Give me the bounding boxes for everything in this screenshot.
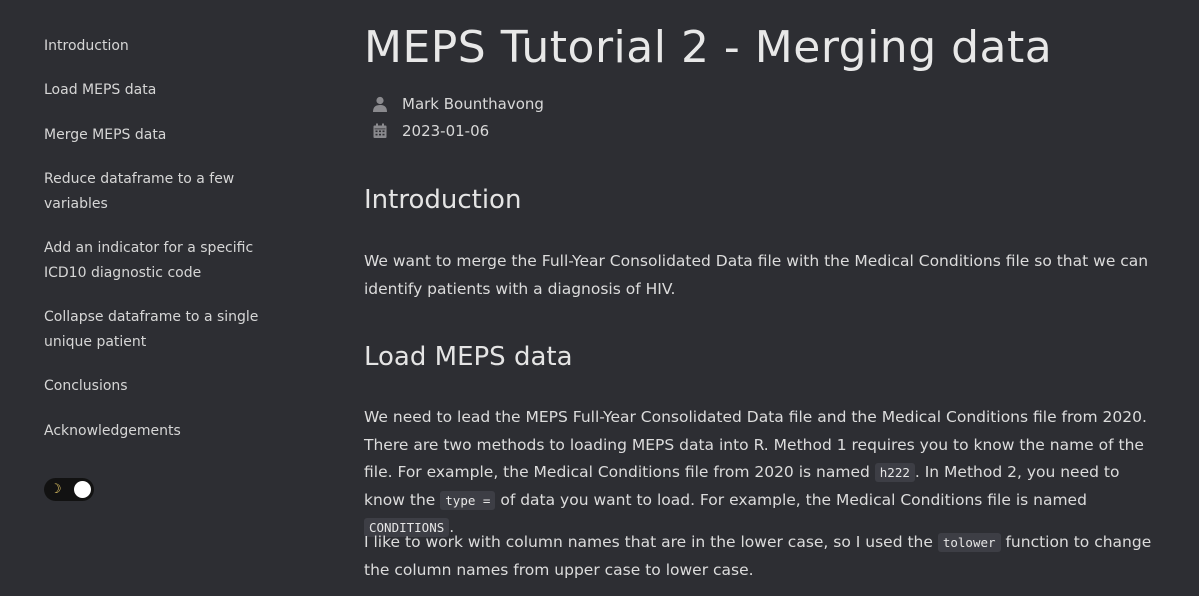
section-heading-load-meps-data: Load MEPS data bbox=[364, 342, 573, 372]
user-icon bbox=[372, 96, 388, 112]
load-p1-text-b: . In Method 2, you need to know the bbox=[364, 463, 1120, 509]
toc-item-conclusions[interactable]: Conclusions bbox=[44, 378, 128, 394]
section-heading-introduction: Introduction bbox=[364, 185, 522, 215]
code-h222: h222 bbox=[875, 463, 915, 482]
load-paragraph-1 bbox=[364, 404, 1164, 542]
code-conditions: CONDITIONS bbox=[364, 518, 449, 537]
calendar-icon bbox=[372, 123, 388, 139]
publish-date: 2023-01-06 bbox=[402, 122, 490, 140]
moon-icon: ☽ bbox=[50, 482, 62, 497]
author-name: Mark Bounthavong bbox=[402, 95, 544, 113]
load-p1-text-d: . bbox=[449, 518, 455, 536]
toc-item-add-indicator[interactable]: Add an indicator for a specific ICD10 diagnostic code bbox=[44, 240, 254, 281]
toc-item-reduce-dataframe[interactable]: Reduce dataframe to a few variables bbox=[44, 171, 235, 212]
page-title: MEPS Tutorial 2 - Merging data bbox=[364, 22, 1053, 73]
toc-item-load-meps-data[interactable]: Load MEPS data bbox=[44, 82, 157, 98]
dark-mode-toggle[interactable] bbox=[44, 478, 94, 501]
code-type: type = bbox=[440, 491, 495, 510]
load-p1-text-a: We need to lead the MEPS Full-Year Consolidated Data file and the Medical Conditions file from 2020. There are two methods to loading MEPS data into R. Method 1 requires you to know the name of the file. For example, the Medical Conditions file from 2020 is named bbox=[364, 408, 1147, 481]
toc-item-collapse-dataframe[interactable]: Collapse dataframe to a single unique patient bbox=[44, 309, 259, 350]
toc-item-introduction[interactable]: Introduction bbox=[44, 38, 129, 54]
code-tolower: tolower bbox=[938, 533, 1001, 552]
toc-item-merge-meps-data[interactable]: Merge MEPS data bbox=[44, 127, 167, 143]
load-paragraph-2 bbox=[364, 529, 1164, 584]
toggle-knob bbox=[74, 481, 91, 498]
intro-paragraph: We want to merge the Full-Year Consolidated Data file with the Medical Conditions file so that we can identify patients with a diagnosis of HIV. bbox=[364, 252, 1149, 298]
toc-item-acknowledgements[interactable]: Acknowledgements bbox=[44, 423, 181, 439]
load-p2-text-a: I like to work with column names that are in the lower case, so I used the bbox=[364, 533, 938, 551]
load-p1-text-c: of data you want to load. For example, the Medical Conditions file is named bbox=[495, 490, 1087, 509]
load-p2-text-b: function to change the column names from upper case to lower case. bbox=[364, 533, 1152, 579]
